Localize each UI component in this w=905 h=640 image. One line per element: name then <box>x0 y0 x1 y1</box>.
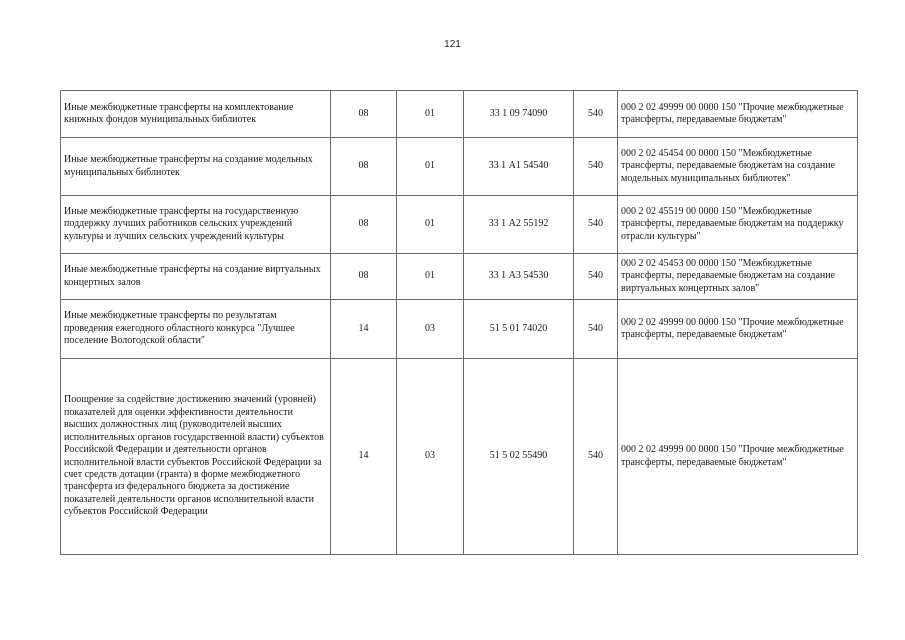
transfers-table <box>60 90 858 555</box>
expense-type-cell: 540 <box>574 196 618 254</box>
revenue-code-cell: 000 2 02 49999 00 0000 150 "Прочие межбюджетные трансферты, передаваемые бюджетам" <box>618 91 858 138</box>
expense-type-cell: 540 <box>574 91 618 138</box>
revenue-code-cell: 000 2 02 45454 00 0000 150 "Межбюджетные трансферты, передаваемые бюджетам на создание модельных муниципальных библиотек" <box>618 138 858 196</box>
target-article-cell: 33 1 А2 55192 <box>464 196 574 254</box>
target-article-cell: 51 5 02 55490 <box>464 359 574 555</box>
table-row <box>61 359 858 555</box>
transfer-name-cell: Иные межбюджетные трансферты на комплектование книжных фондов муниципальных библиотек <box>61 91 331 138</box>
table-row <box>61 196 858 254</box>
section-code-cell: 08 <box>331 91 397 138</box>
subsection-code-cell: 03 <box>397 300 464 359</box>
expense-type-cell: 540 <box>574 359 618 555</box>
revenue-code-cell: 000 2 02 49999 00 0000 150 "Прочие межбюджетные трансферты, передаваемые бюджетам" <box>618 359 858 555</box>
subsection-code-cell: 01 <box>397 91 464 138</box>
transfer-name-cell: Иные межбюджетные трансферты на создание модельных муниципальных библиотек <box>61 138 331 196</box>
expense-type-cell: 540 <box>574 254 618 300</box>
transfer-name-cell: Иные межбюджетные трансферты по результатам проведения ежегодного областного конкурса "Лучшее поселение Вологодской области" <box>61 300 331 359</box>
transfer-name-cell: Поощрение за содействие достижению значений (уровней) показателей для оценки эффективности деятельности высших должностных лиц (руководителей высших исполнительных органов государственной власти) субъектов Российской Федерации и деятельности органов исполнительной власти субъектов Российской Федерации за счет средств дотации (гранта) в форме межбюджетного трансферта из федерального бюджета за достижение показателей деятельности органов исполнительной власти субъектов Российской Федерации <box>61 359 331 555</box>
table-row <box>61 138 858 196</box>
table-row <box>61 300 858 359</box>
expense-type-cell: 540 <box>574 300 618 359</box>
page-number: 121 <box>444 39 461 50</box>
transfer-name-cell: Иные межбюджетные трансферты на создание виртуальных концертных залов <box>61 254 331 300</box>
subsection-code-cell: 01 <box>397 254 464 300</box>
expense-type-cell: 540 <box>574 138 618 196</box>
subsection-code-cell: 01 <box>397 138 464 196</box>
section-code-cell: 14 <box>331 300 397 359</box>
revenue-code-cell: 000 2 02 45519 00 0000 150 "Межбюджетные трансферты, передаваемые бюджетам на поддержку отрасли культуры" <box>618 196 858 254</box>
revenue-code-cell: 000 2 02 49999 00 0000 150 "Прочие межбюджетные трансферты, передаваемые бюджетам" <box>618 300 858 359</box>
section-code-cell: 08 <box>331 138 397 196</box>
target-article-cell: 51 5 01 74020 <box>464 300 574 359</box>
subsection-code-cell: 01 <box>397 196 464 254</box>
transfer-name-cell: Иные межбюджетные трансферты на государственную поддержку лучших работников сельских учреждений культуры и лучших сельских учреждений культуры <box>61 196 331 254</box>
table-row <box>61 91 858 138</box>
revenue-code-cell: 000 2 02 45453 00 0000 150 "Межбюджетные трансферты, передаваемые бюджетам на создание виртуальных концертных залов" <box>618 254 858 300</box>
section-code-cell: 08 <box>331 196 397 254</box>
subsection-code-cell: 03 <box>397 359 464 555</box>
section-code-cell: 14 <box>331 359 397 555</box>
section-code-cell: 08 <box>331 254 397 300</box>
target-article-cell: 33 1 09 74090 <box>464 91 574 138</box>
target-article-cell: 33 1 А1 54540 <box>464 138 574 196</box>
table-row <box>61 254 858 300</box>
target-article-cell: 33 1 А3 54530 <box>464 254 574 300</box>
